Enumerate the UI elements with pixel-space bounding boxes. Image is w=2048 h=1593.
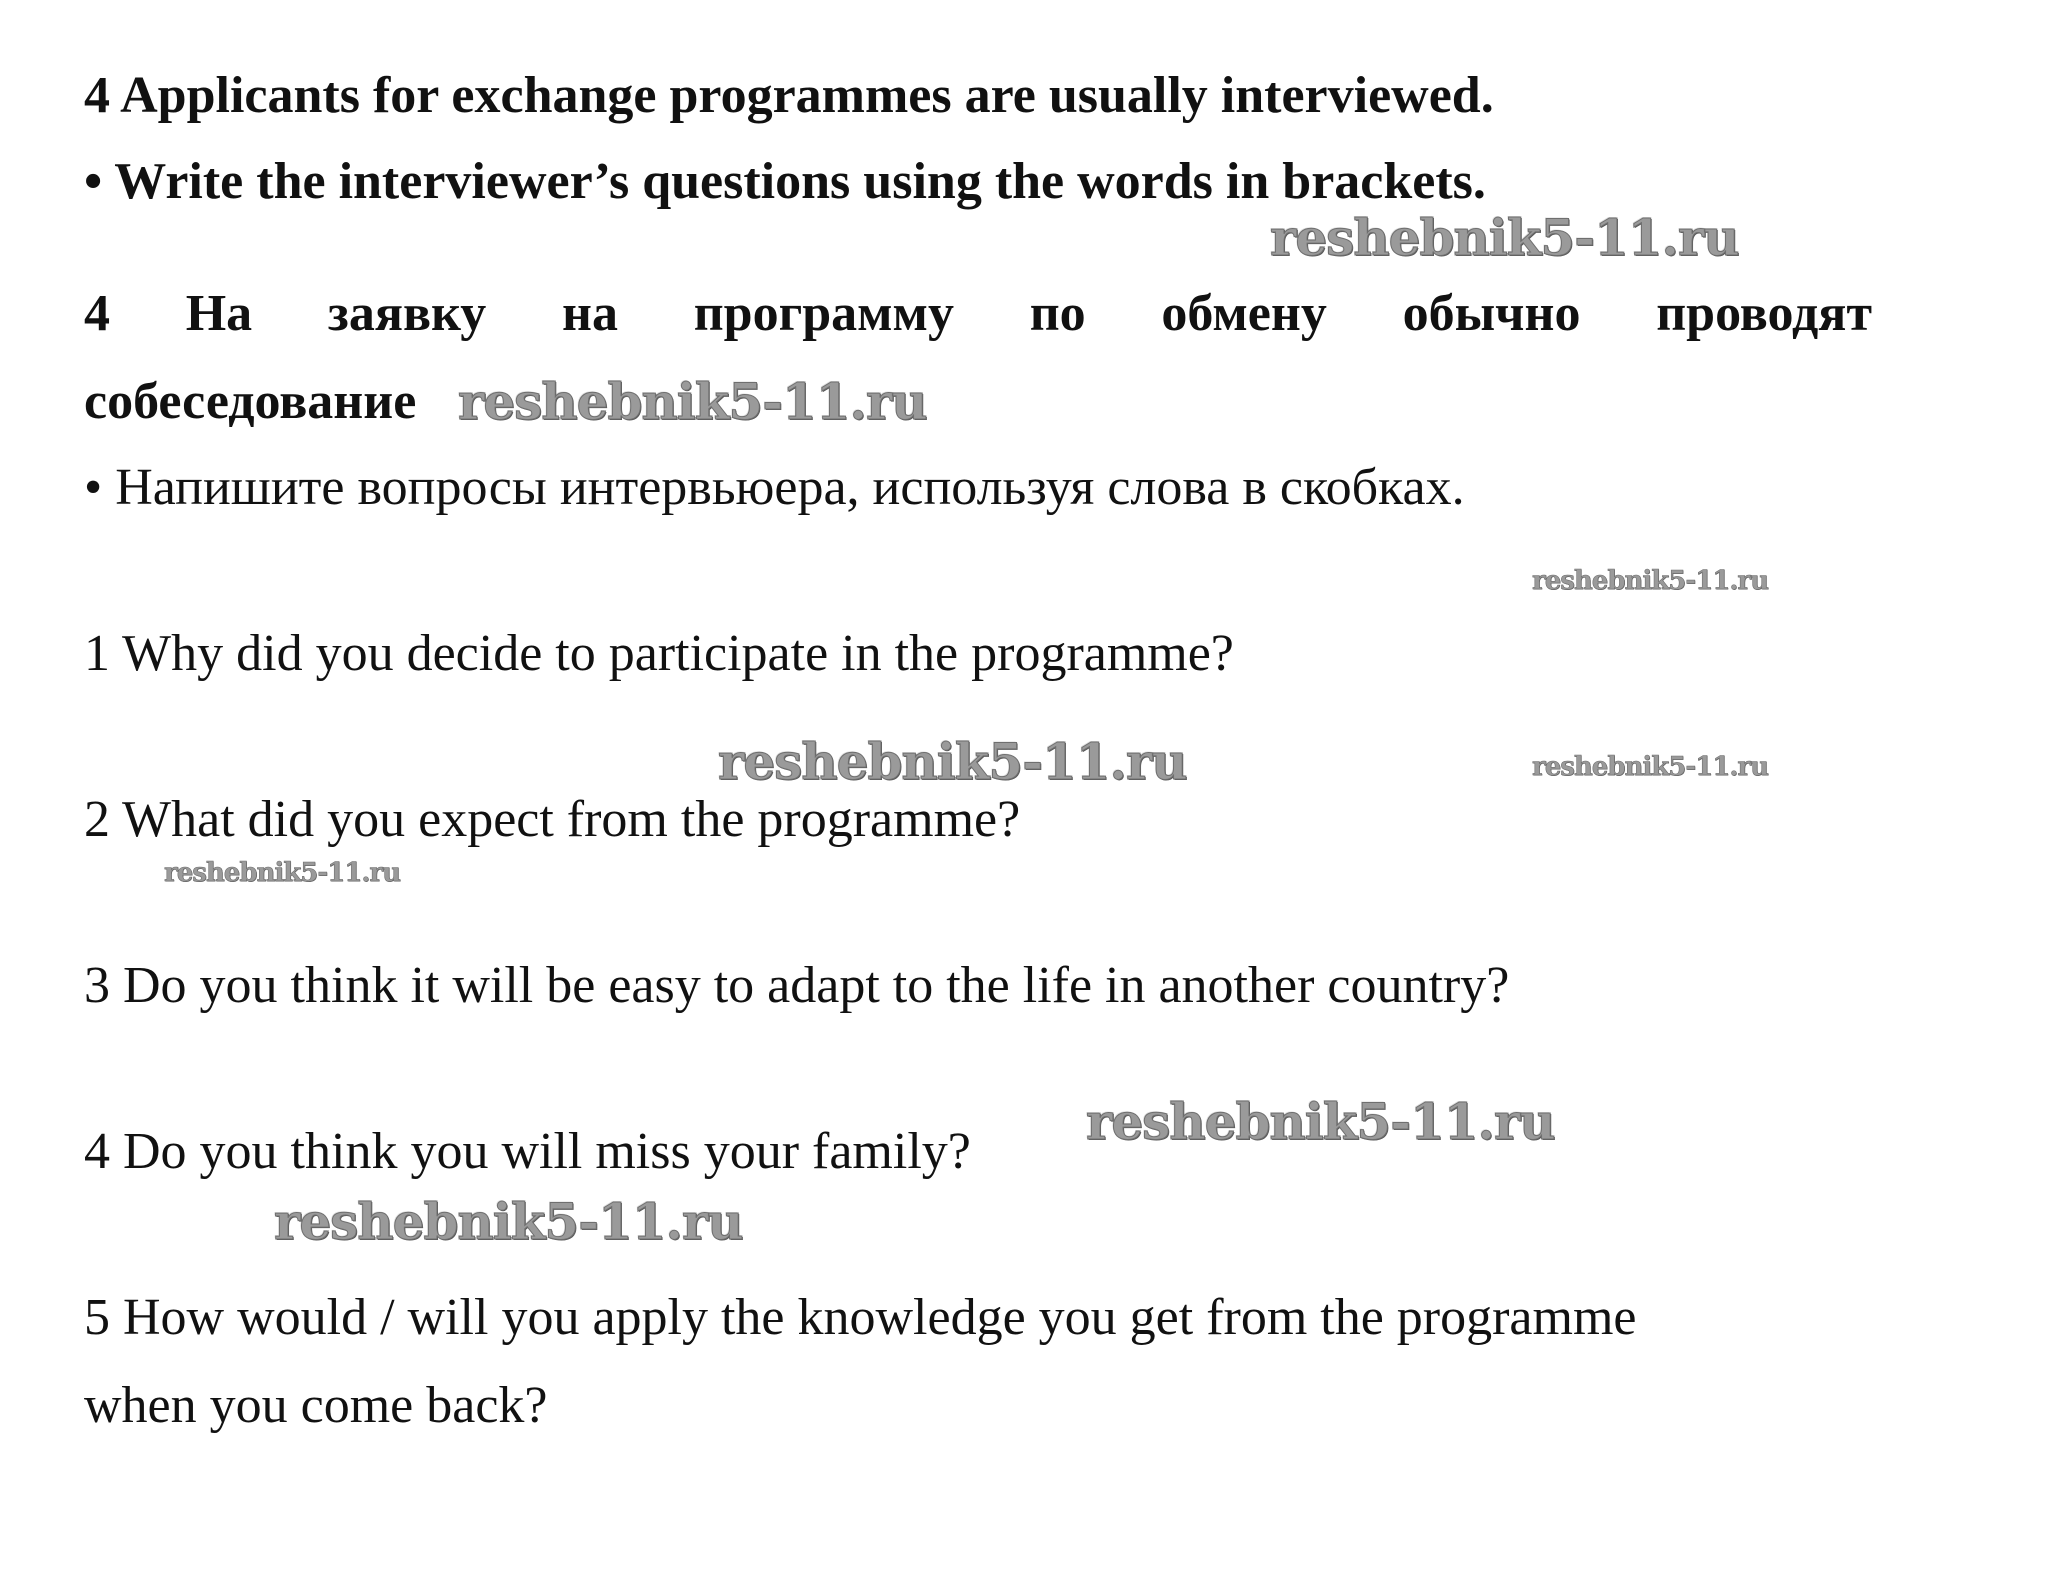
answer-3: 3 Do you think it will be easy to adapt to the life in another country?: [84, 957, 1510, 1014]
title-ru-word: по: [1029, 285, 1086, 342]
title-ru-word: обычно: [1402, 285, 1581, 342]
watermark: reshebnik5-11.ru: [458, 372, 927, 431]
title-ru-word: обмену: [1161, 285, 1327, 342]
watermark: reshebnik5-11.ru: [164, 858, 401, 888]
task-instruction-ru: • Напишите вопросы интервьюера, используя слова в скобках.: [84, 459, 1465, 516]
watermark: reshebnik5-11.ru: [718, 732, 1187, 791]
watermark: reshebnik5-11.ru: [1086, 1092, 1555, 1151]
watermark: reshebnik5-11.ru: [1270, 208, 1739, 267]
answer-4: 4 Do you think you will miss your family?: [84, 1123, 971, 1180]
task-instruction-en: • Write the interviewer’s questions using the words in brackets.: [84, 153, 1486, 210]
title-ru-word: проводят: [1656, 285, 1872, 342]
answer-1: 1 Why did you decide to participate in the programme?: [84, 625, 1234, 682]
task-title-ru-continued: собеседование: [84, 373, 417, 430]
task-title-ru: [84, 285, 1872, 342]
answer-5-continued: when you come back?: [84, 1377, 548, 1434]
watermark: reshebnik5-11.ru: [1532, 566, 1769, 596]
title-ru-word: На: [185, 285, 253, 342]
title-ru-word: программу: [693, 285, 954, 342]
title-ru-word: 4: [84, 285, 110, 342]
answer-5: 5 How would / will you apply the knowledge you get from the programme: [84, 1289, 1637, 1346]
title-ru-word: заявку: [327, 285, 487, 342]
answer-2: 2 What did you expect from the programme?: [84, 791, 1021, 848]
watermark: reshebnik5-11.ru: [1532, 752, 1769, 782]
title-ru-word: на: [562, 285, 618, 342]
task-title-en: 4 Applicants for exchange programmes are usually interviewed.: [84, 67, 1494, 124]
watermark: reshebnik5-11.ru: [274, 1192, 743, 1251]
